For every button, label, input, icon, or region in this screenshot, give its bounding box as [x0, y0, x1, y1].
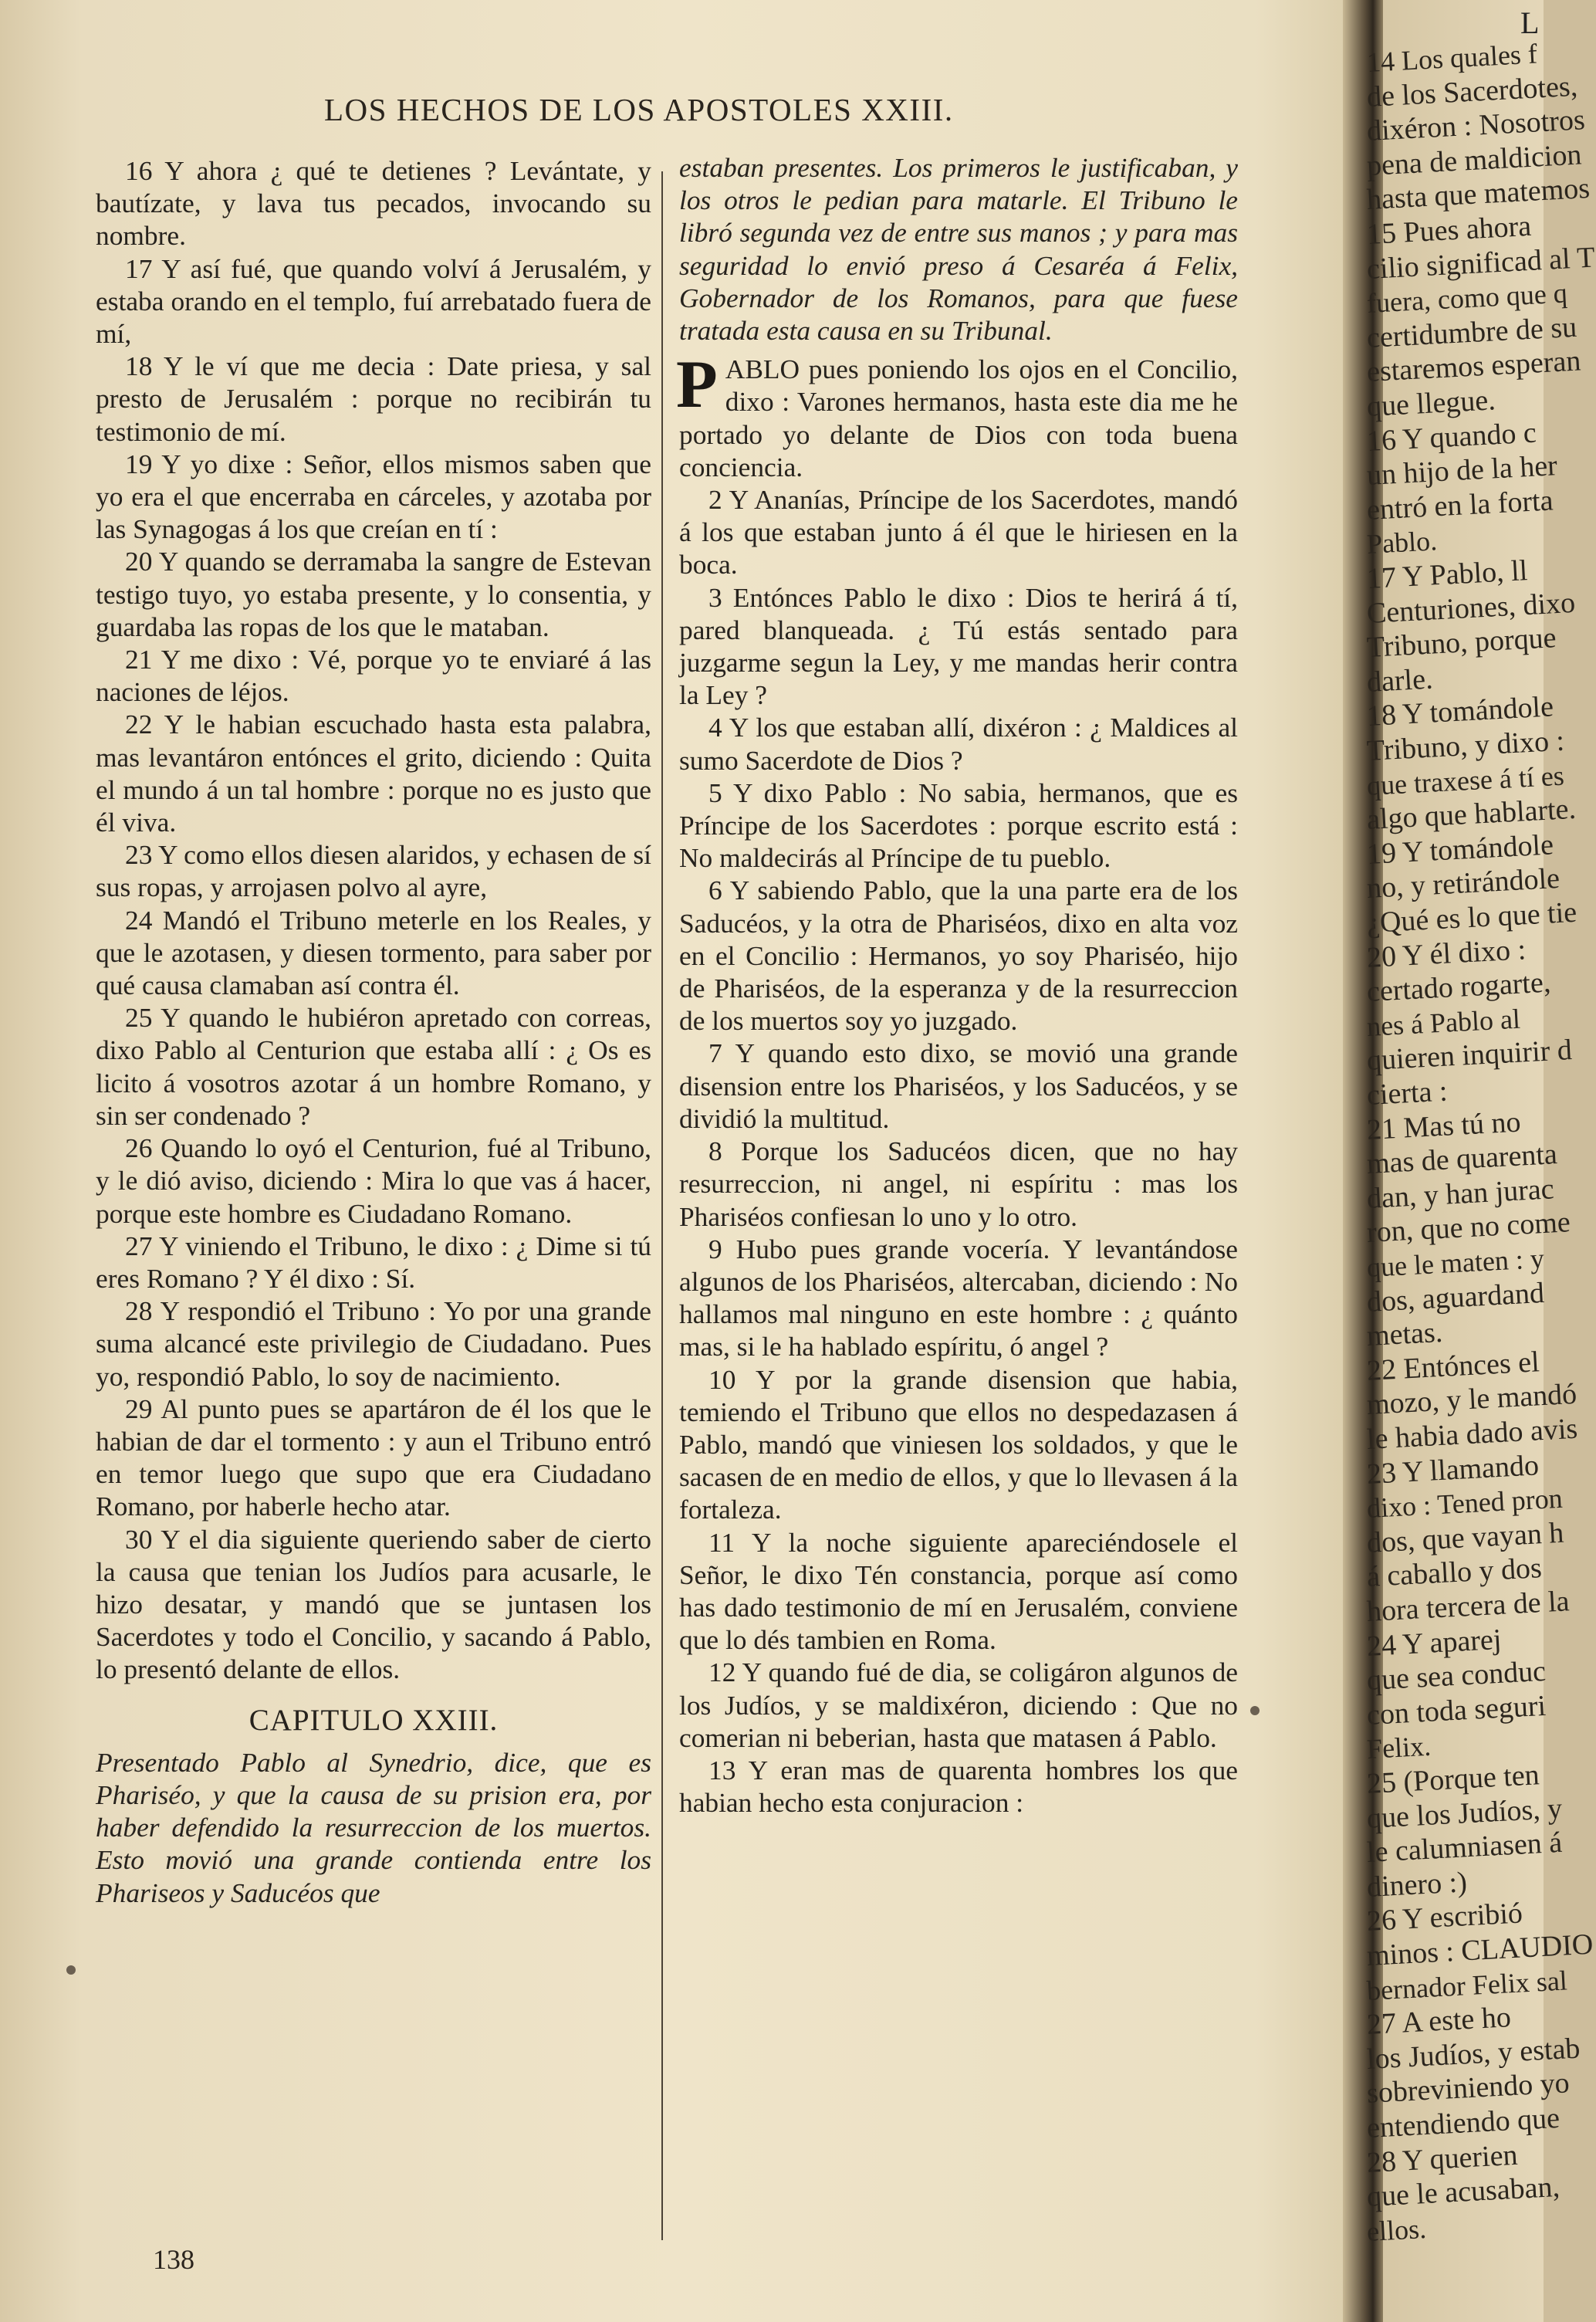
facing-page-line: dan, y han jurac	[1366, 1173, 1555, 1215]
facing-page-line: Centuriones, dixo	[1366, 586, 1577, 630]
facing-page-line: 14 Los quales f	[1366, 38, 1538, 78]
facing-page-line: cilio significad al T	[1366, 241, 1596, 286]
facing-page-line: ellos.	[1366, 2212, 1428, 2247]
facing-page-line: mozo, y le mandó	[1366, 1378, 1578, 1422]
margin-bullet-mark	[1250, 1706, 1260, 1715]
verse: 19 Y yo dixe : Señor, ellos mismos saben que yo era el que encerraba en cárceles, y azotaba por las Synagogas á los que creían en tí :	[96, 448, 651, 545]
facing-page-line: 24 Y aparej	[1366, 1623, 1503, 1663]
facing-page-line: ¿Qué es lo que tie	[1366, 895, 1578, 939]
column-rule	[661, 171, 663, 2240]
verse: 3 Entónces Pablo le dixo : Dios te herirá á tí, pared blanqueada. ¿ Tú estás sentado para juzgarme segun la Ley, y me mandas herir contra la Ley ?	[679, 581, 1238, 711]
facing-page-line: nes á Pablo al	[1366, 1003, 1521, 1042]
facing-page-line: dinero :)	[1366, 1866, 1468, 1904]
verse: 21 Y me dixo : Vé, porque yo te enviaré á las naciones de léjos.	[96, 644, 651, 708]
verse: 23 Y como ellos diesen alaridos, y echasen de sí sus ropas, y arrojasen polvo al ayre,	[96, 839, 651, 903]
facing-page-line: 20 Y él dixo :	[1366, 933, 1527, 974]
facing-page-line: Pablo.	[1366, 525, 1439, 560]
facing-page-line: 16 Y quando c	[1366, 416, 1537, 458]
verse: 10 Y por la grande disension que habia, temiendo el Tribuno que ellos no despedazasen á Pablo, mandó que viniesen los soldados, y que le sacasen de en medio de ellos, y que lo llevasen á la fortaleza.	[679, 1363, 1238, 1525]
facing-page-line: 21 Mas tú no	[1366, 1105, 1522, 1146]
facing-page-line: darle.	[1366, 662, 1434, 699]
verse: 27 Y viniendo el Tribuno, le dixo : ¿ Dime si tú eres Romano ? Y él dixo : Sí.	[96, 1230, 651, 1294]
facing-page-line: le calumniasen á	[1366, 1826, 1564, 1870]
chapter-heading: CAPITULO XXIII.	[249, 1703, 499, 1737]
facing-page-line: dos, que vayan h	[1366, 1516, 1565, 1559]
facing-page-corner-letter: L	[1520, 5, 1540, 40]
facing-page-line: un hijo de la her	[1366, 449, 1558, 492]
facing-page-line: dos, aguardand	[1366, 1276, 1545, 1318]
facing-page-line: que le maten : y	[1366, 1242, 1545, 1283]
facing-page-line: algo que hablarte.	[1366, 792, 1577, 837]
verse-one-text: ABLO pues poniendo los ojos en el Concilio, dixo : Varones hermanos, hasta este dia me he portado yo delante de Dios con toda buena conciencia.	[679, 354, 1238, 482]
verse: 12 Y quando fué de dia, se coligáron algunos de los Judíos, y se maldixéron, diciendo : Que no comerian ni beberian, hasta que matasen á Pablo.	[679, 1657, 1238, 1753]
facing-page-line: entró en la forta	[1366, 484, 1554, 526]
facing-page-line: 18 Y tomándole	[1366, 690, 1554, 733]
facing-page-line: de los Sacerdotes,	[1366, 69, 1579, 113]
facing-page-line: certidumbre de su	[1366, 310, 1578, 354]
facing-page-line: ron, que no come	[1366, 1206, 1571, 1250]
facing-page-line: 19 Y tomándole	[1366, 828, 1554, 871]
verse: 22 Y le habian escuchado hasta esta palabra, mas levantáron entónces el grito, diciendo : Quita el mundo á un tal hombre : porque no es justo que él viva.	[96, 709, 651, 838]
facing-page-line: pena de maldicion	[1366, 138, 1583, 182]
running-header: LOS HECHOS DE LOS APOSTOLES XXIII.	[324, 92, 954, 127]
left-column	[96, 154, 651, 1909]
facing-page-line: Tribuno, porque	[1366, 621, 1557, 665]
facing-page-line: 15 Pues ahora	[1366, 209, 1533, 251]
facing-page-line: que sea conduc	[1366, 1655, 1547, 1697]
facing-page-line: bernador Felix sal	[1366, 1964, 1568, 2006]
facing-page-line: 27 A este ho	[1366, 2001, 1512, 2042]
verse: 13 Y eran mas de quarenta hombres los que habian hecho esta conjuracion :	[679, 1754, 1238, 1819]
verse: 2 Y Ananías, Príncipe de los Sacerdotes, mandó á los que estaban junto á él que le hiriesen en la boca.	[679, 484, 1238, 580]
verse: 9 Hubo pues grande vocería. Y levantándose algunos de los Phariséos, altercaban, diciendo : No hallamos mal ninguno en este hombre : ¿ quánto mas, si le ha hablado espíritu, ó angel ?	[679, 1233, 1238, 1362]
facing-page-line: que le acusaban,	[1366, 2171, 1560, 2214]
facing-page-line: 17 Y Pablo, ll	[1366, 554, 1529, 595]
verse: 4 Y los que estaban allí, dixéron : ¿ Maldices al sumo Sacerdote de Dios ?	[679, 712, 1238, 776]
facing-page-line: dixo : Tened pron	[1366, 1482, 1564, 1525]
verse: 28 Y respondió el Tribuno : Yo por una grande suma alcancé este privilegio de Ciudadano. Pues yo, respondió Pablo, lo soy de nacimiento.	[96, 1295, 651, 1392]
facing-page-line: Tribuno, y dixo :	[1366, 724, 1566, 767]
verse: 29 Al punto pues se apartáron de él los que le habian de dar el tormento : y aun el Tribuno entró en temor luego que supo que era Ciudadano Romano, por haberle hecho atar.	[96, 1393, 651, 1522]
margin-bullet-mark	[66, 1965, 76, 1975]
facing-page-line: hasta que matemos	[1366, 172, 1591, 217]
facing-page-line: cierta :	[1366, 1075, 1449, 1112]
facing-page-line: hora tercera de la	[1366, 1585, 1571, 1628]
facing-page-line: que llegue.	[1366, 384, 1496, 423]
chapter-summary: Presentado Pablo al Synedrio, dice, que es Phariséo, y que la causa de su prision era, por haber defendido la resurreccion de los muertos. Esto movió una grande contienda entre los Phariseos y Saducéos que	[96, 1746, 651, 1908]
facing-page-line: sobreviniendo yo	[1366, 2066, 1571, 2110]
facing-page-line: que los Judíos, y	[1366, 1792, 1564, 1835]
facing-page-line: quieren inquirir d	[1366, 1034, 1573, 1078]
facing-page-line: metas.	[1366, 1316, 1444, 1353]
verse: 18 Y le ví que me decia : Date priesa, y sal presto de Jerusalém : porque no recibirán tu testimonio de mí.	[96, 350, 651, 447]
verse: 6 Y sabiendo Pablo, que la una parte era de los Saducéos, y la otra de Phariséos, dixo en alta voz en el Concilio : Hermanos, yo soy Phariséo, hijo de Phariséos, de la esperanza y de la resurreccion de los muertos soy yo juzgado.	[679, 875, 1238, 1037]
verse: 24 Mandó el Tribuno meterle en los Reales, y que le azotasen, y diesen tormento, para saber por qué causa clamaban así contra él.	[96, 904, 651, 1001]
facing-page-line: 23 Y llamando	[1366, 1448, 1540, 1491]
verse: 16 Y ahora ¿ qué te detienes ? Levántate, y bautízate, y lava tus pecados, invocando su nombre.	[96, 155, 651, 252]
verse: 17 Y así fué, que quando volví á Jerusalém, y estaba orando en el templo, fuí arrebatado fuera de mí,	[96, 252, 651, 350]
facing-page-line: 25 (Porque ten	[1366, 1758, 1540, 1800]
verse: 26 Quando lo oyó el Centurion, fué al Tribuno, y le dió aviso, diciendo : Mira lo que vas á hacer, porque este hombre es Ciudadano Romano.	[96, 1132, 651, 1229]
verse: 5 Y dixo Pablo : No sabia, hermanos, que es Príncipe de los Sacerdotes : porque escrito está : No maldecirás al Príncipe de tu pueblo.	[679, 777, 1238, 874]
verse-one	[676, 347, 1238, 483]
facing-page-line: con toda seguri	[1366, 1689, 1547, 1731]
page-number: 138	[153, 2244, 194, 2275]
facing-page-line: minos : CLAUDIO	[1366, 1928, 1594, 1972]
facing-page-line: certado rogarte,	[1366, 966, 1552, 1009]
facing-page-line: 22 Entónces el	[1366, 1345, 1540, 1387]
verse: 7 Y quando esto dixo, se movió una grande disension entre los Phariséos, y los Saducéos, y se dividió la multitud.	[679, 1037, 1238, 1134]
facing-page-line: fuera, como que q	[1366, 277, 1568, 320]
facing-page-line: dixéron : Nosotros	[1366, 103, 1586, 148]
facing-page-line: que traxese á tí es	[1366, 760, 1565, 801]
facing-page-line: 28 Y querien	[1366, 2138, 1519, 2179]
facing-page-line: no, y retirándole	[1366, 862, 1560, 905]
verse: 30 Y el dia siguiente queriendo saber de cierto la causa que tenian los Judíos para acusarle, le hizo desatar, y mandó que se juntasen los Sacerdotes y todo el Concilio, y sacando á Pablo, lo presentó delante de ellos.	[96, 1523, 651, 1685]
facing-page-line: mas de quarenta	[1366, 1138, 1558, 1181]
right-column	[676, 151, 1238, 1819]
verse: 20 Y quando se derramaba la sangre de Estevan testigo tuyo, yo estaba presente, y lo consentia, y guardaba las ropas de los que le mataban.	[96, 546, 651, 642]
chapter-summary-continued: estaban presentes. Los primeros le justificaban, y los otros le pedian para matarle. El Tribuno le libró segunda vez de entre sus manos ; y para mas seguridad lo envió preso á Cesaréa á Felix, Gobernador de los Romanos, para que fuese tratada esta causa en su Tribunal.	[679, 152, 1238, 347]
facing-page-line: entendiendo que	[1366, 2101, 1560, 2144]
drop-cap: P	[676, 347, 718, 423]
facing-page-line: los Judíos, y estab	[1366, 2032, 1581, 2076]
verse: 8 Porque los Saducéos dicen, que no hay resurreccion, ni angel, ni espíritu : mas los Phariséos confiesan lo uno y lo otro.	[679, 1136, 1238, 1232]
facing-page-line: 26 Y escribió	[1366, 1897, 1523, 1938]
facing-page-line: Felix.	[1366, 1731, 1432, 1765]
facing-page-line: estaremos esperan	[1366, 344, 1582, 389]
verse: 25 Y quando le hubiéron apretado con correas, dixo Pablo al Centurion que estaba allí : ¿ Os es licito á vosotros azotar á un hombre Romano, y sin ser condenado ?	[96, 1002, 651, 1131]
verse: 11 Y la noche siguiente apareciéndosele el Señor, le dixo Tén constancia, porque así como has dado testimonio de mí en Jerusalém, conviene que lo dés tambien en Roma.	[679, 1526, 1238, 1656]
facing-page-line: á caballo y dos	[1366, 1552, 1543, 1594]
facing-page-line: le habia dado avis	[1366, 1412, 1579, 1456]
